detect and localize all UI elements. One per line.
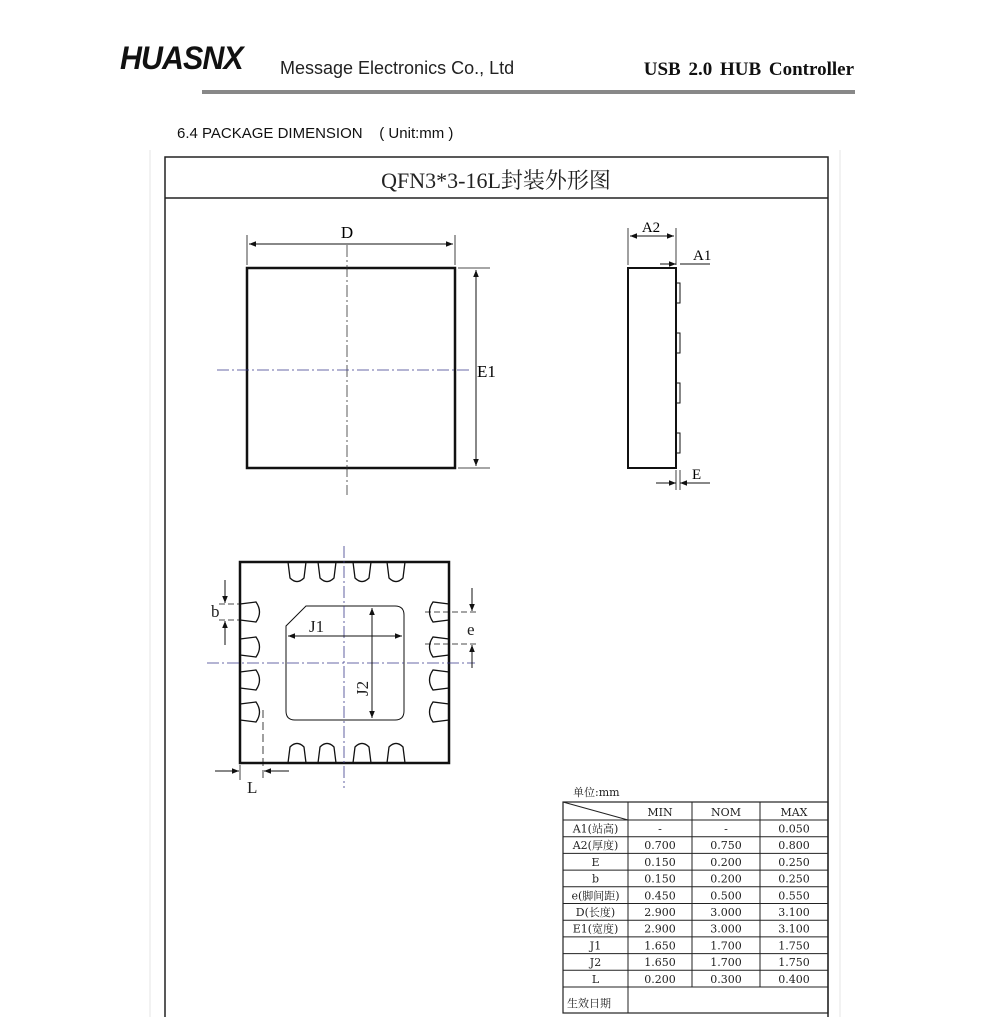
table-cell-nom: 0.750 xyxy=(710,839,742,853)
table-cell-min: 0.450 xyxy=(644,889,676,903)
section-title: 6.4 PACKAGE DIMENSION ( Unit:mm ) xyxy=(177,125,454,142)
dim-label-b: b xyxy=(211,602,220,621)
table-cell-max: 0.050 xyxy=(778,822,810,836)
dim-label-l: L xyxy=(247,778,258,797)
table-row-label: A1(站高) xyxy=(572,822,619,836)
table-cell-nom: 0.200 xyxy=(710,872,742,886)
product-title: USB 2.0 HUB Controller xyxy=(643,59,854,80)
table-row-label: e(脚间距) xyxy=(571,889,620,903)
table-cell-nom: 0.300 xyxy=(710,972,742,986)
table-cell-max: 0.400 xyxy=(778,972,810,986)
table-row-label: J1 xyxy=(589,939,602,953)
table-cell-min: 1.650 xyxy=(644,939,676,953)
table-row-label: b xyxy=(591,872,600,886)
table-cell-max: 0.550 xyxy=(778,889,810,903)
company-logo: HUASNX xyxy=(120,40,243,76)
company-name: Message Electronics Co., Ltd xyxy=(280,58,515,78)
dim-label-e: E xyxy=(692,467,702,483)
table-cell-max: 0.250 xyxy=(778,872,810,886)
drawing-title: QFN3*3-16L封装外形图 xyxy=(381,168,611,193)
drawing-frame xyxy=(165,157,828,1017)
effective-date-label: 生效日期 xyxy=(567,997,611,1010)
table-cell-min: 2.900 xyxy=(644,906,676,919)
table-cell-nom: 0.500 xyxy=(710,889,742,903)
dim-label-e1: E1 xyxy=(477,362,496,381)
table-cell-max: 0.800 xyxy=(778,839,810,853)
table-cell-max: 3.100 xyxy=(778,922,810,936)
table-unit: 单位:mm xyxy=(573,786,620,799)
table-row-label: E1(宽度) xyxy=(572,922,619,936)
top-view xyxy=(217,223,496,495)
table-cell-min: - xyxy=(658,822,662,836)
dim-label-j1: J1 xyxy=(309,617,325,636)
table-cell-nom: 3.000 xyxy=(710,922,742,936)
table-row-label: J2 xyxy=(589,956,602,970)
table-cell-nom: 0.200 xyxy=(710,855,742,869)
dim-label-e-pitch: e xyxy=(467,620,475,639)
column-header: MAX xyxy=(780,806,808,819)
table-cell-nom: 1.700 xyxy=(710,939,742,953)
bottom-view xyxy=(207,546,478,788)
table-cell-max: 1.750 xyxy=(778,956,810,970)
table-row-label: E xyxy=(591,855,600,869)
dim-label-a1: A1 xyxy=(693,248,712,264)
dim-label-j2: J2 xyxy=(353,680,372,696)
column-header: MIN xyxy=(647,806,673,819)
header-diagonal xyxy=(563,802,628,820)
table-cell-nom: - xyxy=(724,822,728,836)
table-cell-nom: 3.000 xyxy=(710,906,742,919)
table-row-label: D(长度) xyxy=(575,906,616,919)
dimension-table xyxy=(563,786,828,1013)
side-view xyxy=(628,220,711,490)
table-cell-max: 1.750 xyxy=(778,939,810,953)
table-cell-min: 0.150 xyxy=(644,872,676,886)
table-cell-nom: 1.700 xyxy=(710,956,742,970)
column-header: NOM xyxy=(711,806,741,819)
table-cell-min: 0.150 xyxy=(644,855,676,869)
table-cell-min: 2.900 xyxy=(644,922,676,936)
table-row-label: A2(厚度) xyxy=(572,839,619,853)
table-cell-max: 3.100 xyxy=(778,906,810,919)
table-cell-max: 0.250 xyxy=(778,855,810,869)
dim-label-a2: A2 xyxy=(641,220,661,236)
table-cell-min: 1.650 xyxy=(644,956,676,970)
table-cell-min: 0.700 xyxy=(644,839,676,853)
table-cell-min: 0.200 xyxy=(644,972,676,986)
table-row-label: L xyxy=(591,972,600,986)
dim-label-d: D xyxy=(340,223,354,242)
